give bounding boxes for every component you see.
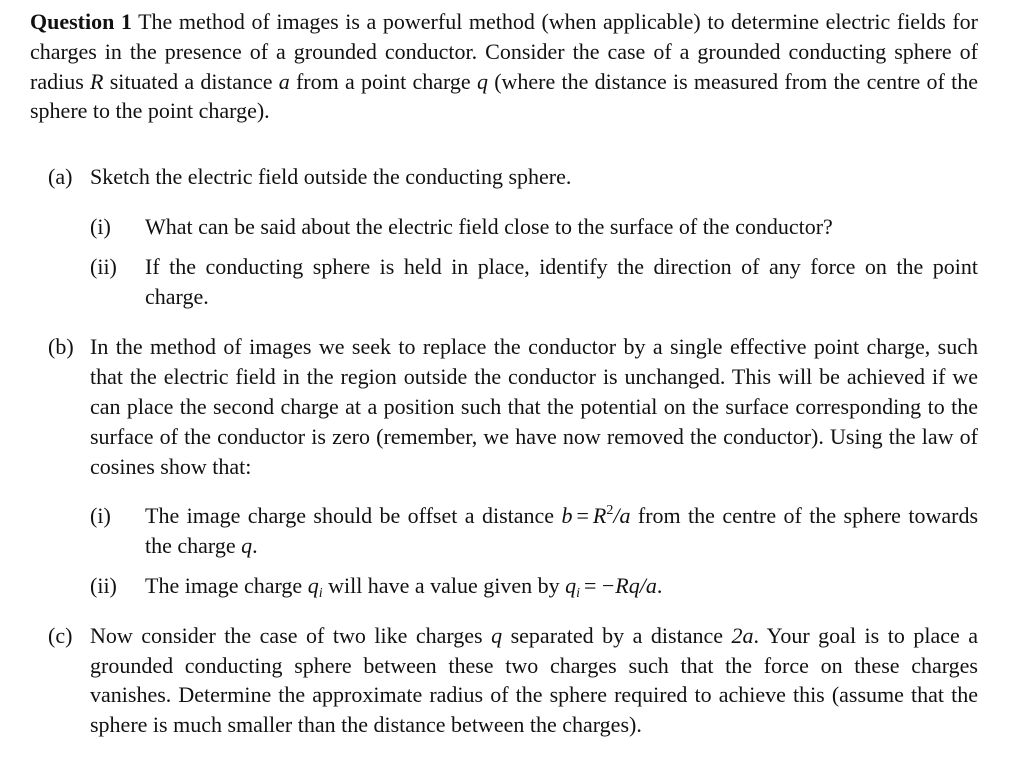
math-subscript-i: i: [318, 585, 323, 601]
question-title: Question 1: [30, 9, 132, 34]
math-var-q: q: [491, 622, 503, 648]
part-c-label: (c): [48, 622, 73, 648]
part-a-text: Sketch the electric field outside the conducting sphere.: [90, 164, 572, 190]
part-a: [30, 162, 978, 311]
part-a-i-label: (i): [90, 213, 111, 239]
punct: .: [252, 533, 258, 559]
intro-text: from a point charge: [289, 68, 477, 94]
math-var-q: q: [307, 572, 319, 598]
math-var-b: b: [561, 503, 573, 529]
part-b-ii-text: will have a value given by: [322, 572, 566, 598]
intro-text: situated a distance: [103, 68, 279, 94]
part-c-text-end: . Your goal is to place a grounded conducting sphere between these two charges such that the force on these charges vanishes. Determine the approximate radius of the sphere required to achieve this (assume that the sphere is much smaller than the distance between the charges).: [90, 622, 979, 738]
math-var-q: q: [565, 572, 577, 598]
part-b-ii-label: (ii): [90, 572, 117, 598]
question-intro: [30, 7, 978, 126]
intro-text: The method of images is a powerful method (when applicable) to determine electric fields for charges in the presence of a grounded conductor. Consider the case of a grounded conducting sphere of radius: [30, 9, 978, 94]
part-a-i: [90, 212, 978, 242]
part-a-ii: [90, 252, 978, 312]
part-a-label: (a): [48, 164, 73, 190]
part-a-ii-label: (ii): [90, 253, 117, 279]
part-b-i: [90, 501, 978, 561]
math-var-R: R: [592, 503, 607, 529]
math-var-q: q: [241, 533, 253, 559]
part-b-ii-text: The image charge: [145, 572, 308, 598]
intro-text: (where the distance is measured from the centre of the sphere to the point charge).: [30, 68, 978, 124]
math-exponent: 2: [606, 503, 614, 519]
part-b-i-text: The image charge should be offset a distance: [145, 503, 562, 529]
part-b: [30, 332, 978, 600]
part-b-ii: [90, 571, 978, 601]
part-a-ii-text: If the conducting sphere is held in place, identify the direction of any force on the point charge.: [145, 253, 978, 309]
part-b-i-label: (i): [90, 503, 111, 529]
part-c-text-mid: separated by a distance: [502, 622, 732, 648]
part-b-label: (b): [48, 334, 74, 360]
punct: .: [656, 572, 663, 598]
math-subscript-i: i: [576, 585, 581, 601]
part-b-i-text: from the centre of the sphere towards the charge: [145, 503, 979, 559]
math-var-q: q: [476, 68, 488, 94]
math-over-a: /a: [613, 503, 631, 529]
part-a-i-text: What can be said about the electric field close to the surface of the conductor?: [145, 213, 833, 239]
math-var-R: R: [90, 68, 104, 94]
math-var-a: a: [278, 68, 290, 94]
part-c-text-start: Now consider the case of two like charges: [90, 622, 492, 648]
part-c: [30, 621, 978, 740]
math-equals: =: [576, 503, 589, 529]
math-distance-2a: 2a: [731, 622, 754, 648]
question-page: [30, 7, 978, 740]
math-equals: =: [584, 572, 597, 598]
part-c-text: [90, 621, 978, 740]
part-b-text: In the method of images we seek to replace the conductor by a single effective point charge, such that the electric field in the region outside the conductor is unchanged. This will be achieved if we can place the second charge at a position such that the potential on the surface corresponding to the surface of the conductor is zero (remember, we have now removed the conductor). Using the law of cosines show that:: [90, 334, 978, 479]
math-expression: −Rq/a: [600, 572, 657, 598]
